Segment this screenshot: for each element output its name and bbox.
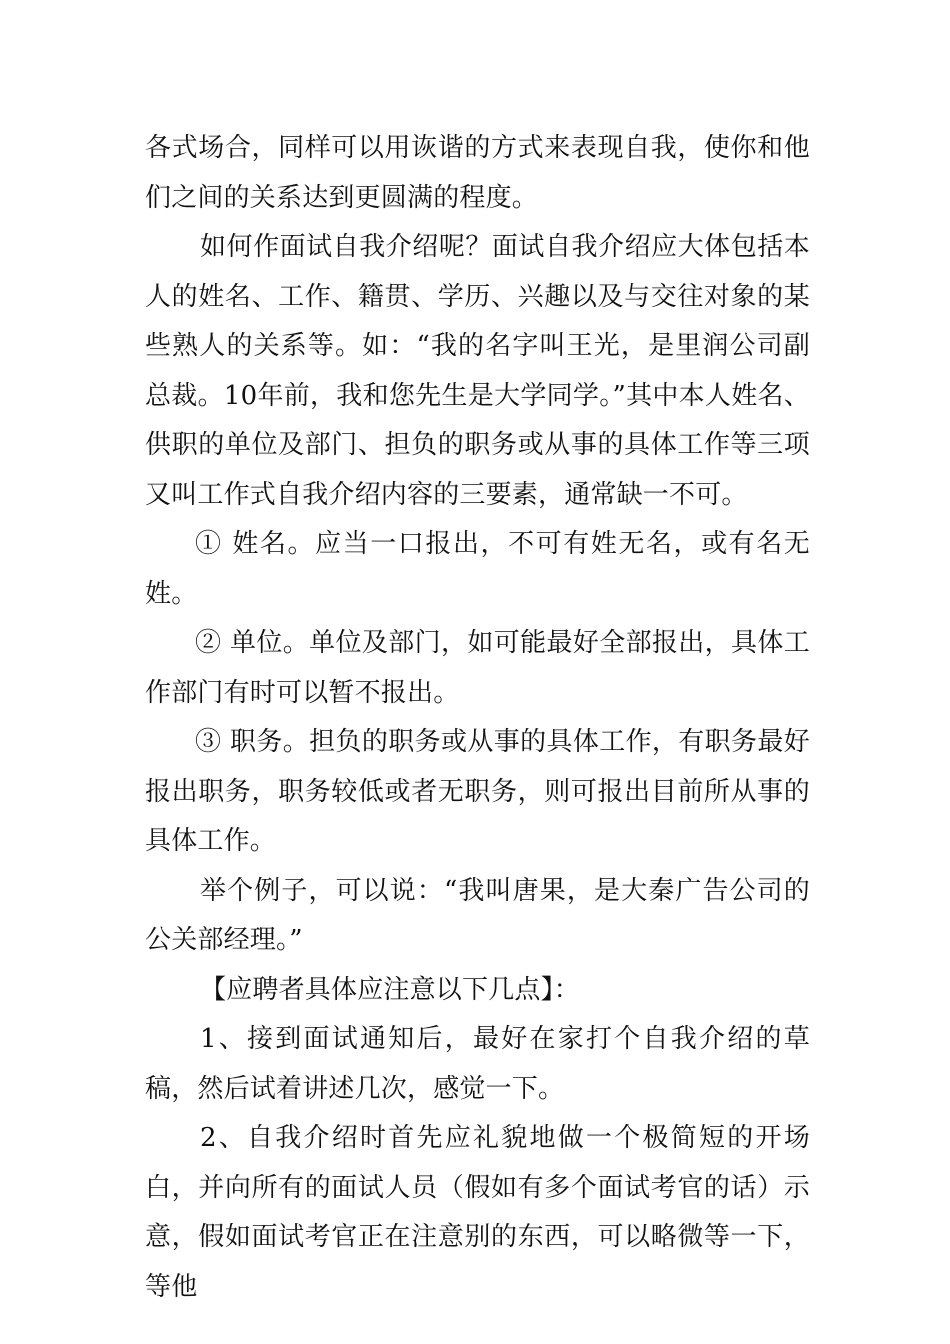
paragraph-example: 举个例子，可以说：“我叫唐果，是大秦广告公司的公关部经理。”: [145, 875, 810, 955]
paragraph-continuation: 各式场合，同样可以用诙谐的方式来表现自我，使你和他们之间的关系达到更圆满的程度。: [145, 133, 810, 213]
note-item-1: 1、接到面试通知后，最好在家打个自我介绍的草稿，然后试着讲述几次，感觉一下。: [145, 1024, 810, 1104]
list-item-position: ③ 职务。担负的职务或从事的具体工作，有职务最好报出职务，职务较低或者无职务，则可报出目前所从事的具体工作。: [145, 727, 810, 856]
paragraph-how-to-introduce: 如何作面试自我介绍呢？面试自我介绍应大体包括本人的姓名、工作、籍贯、学历、兴趣以及与交往对象的某些熟人的关系等。如：“我的名字叫王光，是里润公司副总裁。10年前，我和您先生是大学同学。”其中本人姓名、供职的单位及部门、担负的职务或从事的具体工作等三项又叫工作式自我介绍内容的三要素，通常缺一不可。: [145, 232, 810, 510]
note-item-2: 2、自我介绍时首先应礼貌地做一个极简短的开场白，并向所有的面试人员（假如有多个面试考官的话）示意，假如面试考官正在注意别的东西，可以略微等一下，等他: [145, 1123, 810, 1302]
list-item-unit: ② 单位。单位及部门，如可能最好全部报出，具体工作部门有时可以暂不报出。: [145, 628, 810, 708]
list-item-name: ① 姓名。应当一口报出，不可有姓无名，或有名无姓。: [145, 529, 810, 609]
body-text: [145, 124, 810, 1312]
section-heading-notes: 【应聘者具体应注意以下几点】：: [200, 974, 581, 1005]
